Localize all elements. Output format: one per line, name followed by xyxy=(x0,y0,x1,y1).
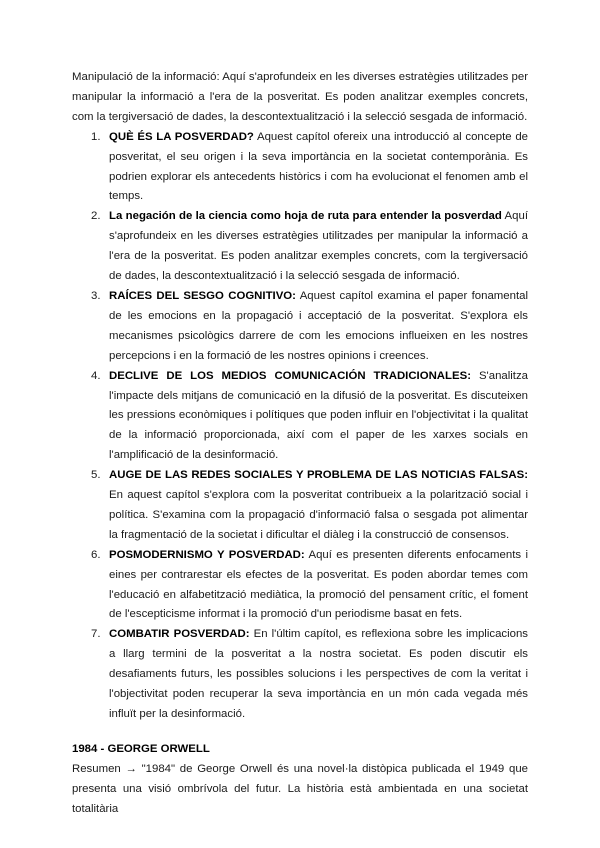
chapter-item xyxy=(72,128,528,208)
chapter-text: S'analitza l'impacte dels mitjans de comunicació en la difusió de la posveritat. Es discuteixen les pressions econòmiques i polítiques que poden influir en l'objectivitat i la qualitat de la informació proporcionada, així com el paper de les xarxes socials en l'amplificació de la desinformació. xyxy=(109,369,528,462)
list-number: 6. xyxy=(91,548,101,561)
chapter-title: La negación de la ciencia como hoja de ruta para entender la posverdad xyxy=(109,210,502,223)
list-number: 5. xyxy=(91,469,101,482)
list-number: 7. xyxy=(91,628,101,641)
chapter-item xyxy=(72,367,528,467)
list-number: 4. xyxy=(91,369,101,382)
list-number: 2. xyxy=(91,210,101,223)
chapter-title: COMBATIR POSVERDAD: xyxy=(109,628,250,641)
chapter-title: QUÈ ÉS LA POSVERDAD? xyxy=(109,130,254,143)
summary-paragraph: Resumen → "1984" de George Orwell és una novel·la distòpica publicada el 1949 que presenta una visió ombrívola del futur. La història està ambientada en una societat totalitària xyxy=(72,762,528,815)
chapter-item xyxy=(72,207,528,287)
list-number: 3. xyxy=(91,289,101,302)
section-heading: 1984 - GEORGE ORWELL xyxy=(72,742,210,755)
intro-paragraph: Manipulació de la informació: Aquí s'aprofundeix en les diverses estratègies utilitzades per manipular la informació a l'era de la posveritat. Es poden analitzar exemples concrets, com la tergiversació de dades, la descontextualització i la selecció sesgada de informació. xyxy=(72,71,528,123)
document-page xyxy=(72,68,528,820)
chapter-text: Aquest capítol examina el paper fonamental de les emocions en la propagació i acceptació de la posveritat. S'explora els mecanismes psicològics darrere de com les emocions influeixen en les nostres percepcions i en la formació de les nostres opinions i creences. xyxy=(109,289,528,362)
chapter-text: Aquest capítol ofereix una introducció al concepte de posveritat, el seu origen i la seva importància en la societat contemporània. Es podrien explorar els antecedents històrics i com ha evolucionat el fenomen amb el temps. xyxy=(109,130,528,203)
chapter-title: RAÍCES DEL SESGO COGNITIVO: xyxy=(109,289,296,302)
chapter-item xyxy=(72,625,528,725)
chapter-title: DECLIVE DE LOS MEDIOS COMUNICACIÓN TRADICIONALES: xyxy=(109,369,471,382)
chapter-title: AUGE DE LAS REDES SOCIALES Y PROBLEMA DE LAS NOTICIAS FALSAS: xyxy=(109,469,528,482)
chapter-title: POSMODERNISMO Y POSVERDAD: xyxy=(109,548,305,561)
chapter-text: En l'últim capítol, es reflexiona sobre les implicacions a llarg termini de la posveritat a la nostra societat. Es poden discutir els desafiaments futurs, les possibles solucions i les perspectives de com la veritat i l'objectivitat poden recuperar la seva importància en un món cada vegada més influït per la desinformació. xyxy=(109,628,528,720)
chapter-text: En aquest capítol s'explora com la posveritat contribueix a la polarització social i política. S'examina com la propagació d'informació falsa o sesgada pot alimentar la fragmentació de la societat i dificultar el diàleg i la construcció de consensos. xyxy=(109,489,528,541)
chapter-text: Aquí s'aprofundeix en les diverses estratègies utilitzades per manipular la informació a l'era de la posveritat. Es poden analitzar exemples concrets, com la tergiversació de dades, la descontextualització i la selecció sesgada de informació. xyxy=(109,210,528,283)
list-number: 1. xyxy=(91,130,101,143)
chapter-text: Aquí es presenten diferents enfocaments i eines per contrarestar els efectes de la posveritat. Es poden abordar temes com l'educació en alfabetització mediàtica, la promoció del pensament crític, el foment de l'escepticisme informat i la promoció d'un periodisme basat en fets. xyxy=(109,548,528,621)
chapter-item xyxy=(72,287,528,367)
chapter-item xyxy=(72,466,528,546)
chapter-item xyxy=(72,546,528,626)
chapter-list xyxy=(72,128,528,725)
